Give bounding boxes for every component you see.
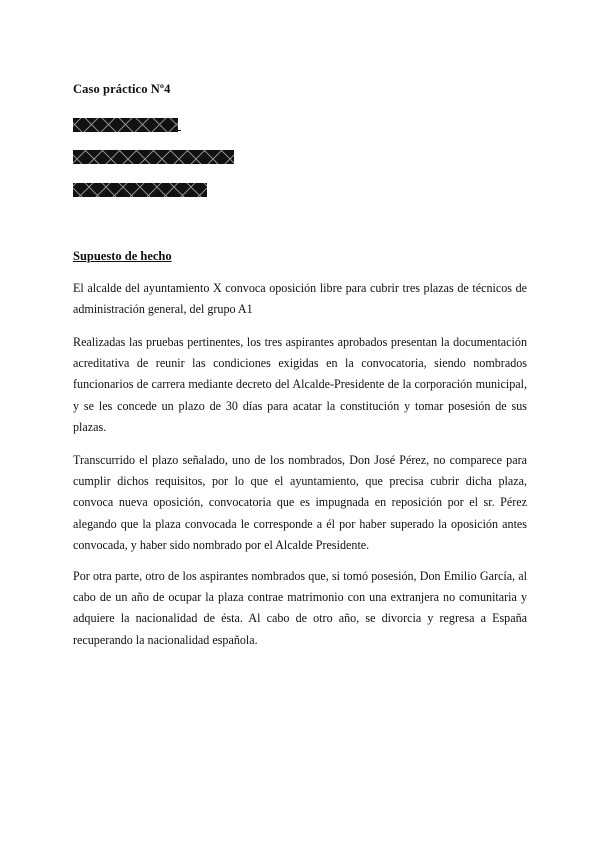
paragraph: Realizadas las pruebas pertinentes, los tres aspirantes aprobados presentan la documentación acreditativa de reunir las condiciones exigidas en la convocatoria, siendo nombrados funcionarios de carrera mediante decreto del Alcalde-Presidente de la corporación municipal, y se les concede un plazo de 30 días para acatar la constitución y tomar posesión de sus plazas. [73, 335, 527, 434]
redacted-block [73, 183, 207, 197]
redacted-block [73, 118, 178, 132]
paragraph: Transcurrido el plazo señalado, uno de los nombrados, Don José Pérez, no comparece para cumplir dichos requisitos, por lo que el ayuntamiento, que precisa cubrir dicha plaza, convoca nueva oposición, convocatoria que es impugnada en reposición por el sr. Pérez alegando que la plaza convocada le corresponde a él por haber superado la oposición antes convocada, y haber sido nombrado por el Alcalde Presidente. [73, 453, 527, 552]
paragraph: Por otra parte, otro de los aspirantes nombrados que, si tomó posesión, Don Emilio García, al cabo de un año de ocupar la plaza contrae matrimonio con una extranjera no comunitaria y adquiere la nacionalidad de ésta. Al cabo de otro año, se divorcia y regresa a España recuperando la nacionalidad española. [73, 569, 527, 647]
section-heading: Supuesto de hecho [73, 249, 172, 263]
paragraph: El alcalde del ayuntamiento X convoca oposición libre para cubrir tres plazas de técnicos de administración general, del grupo A1 [73, 281, 527, 317]
underline-fragment [177, 130, 181, 131]
redacted-block [73, 150, 234, 164]
document-title: Caso práctico Nº4 [73, 82, 171, 96]
